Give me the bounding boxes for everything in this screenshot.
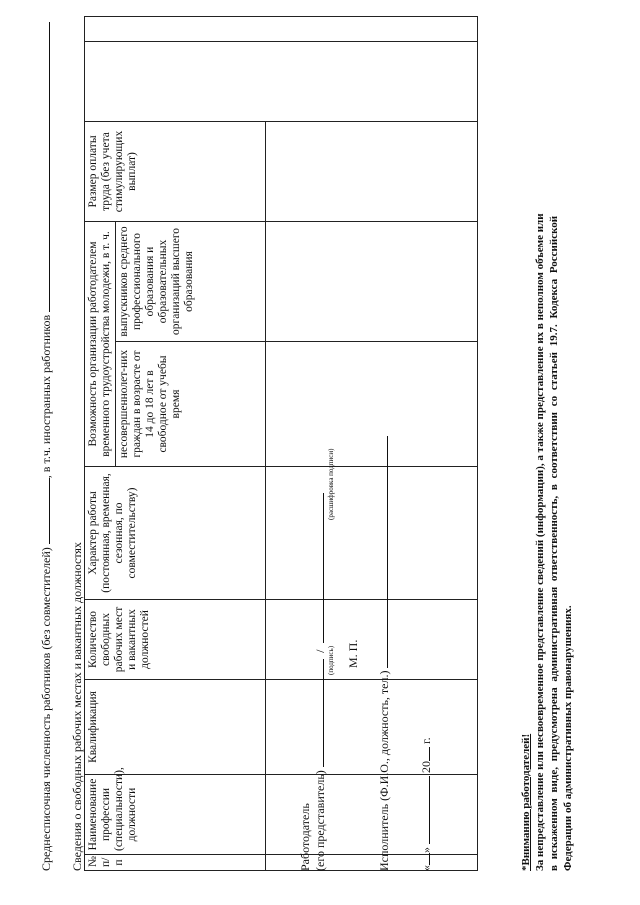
date-line bbox=[418, 737, 434, 871]
executor-label: Исполнитель (Ф.И.О., должность, тел.) bbox=[377, 670, 391, 871]
foreign-workers-label: , в т.ч. иностранных работников bbox=[39, 314, 53, 479]
col-header-youth-minors: несовершеннолет-них граждан в возрасте от 14 до 18 лет в свободное от учебы время bbox=[116, 342, 266, 467]
representative-label: (его представитель) bbox=[313, 770, 327, 871]
table-cell-extra-a[interactable] bbox=[85, 42, 478, 122]
year-suffix: г. bbox=[419, 737, 433, 744]
table-cell[interactable] bbox=[266, 467, 478, 600]
col-header-pay: Размер оплаты труда (без учета стимулирующих выплат) bbox=[85, 122, 266, 222]
col-header-youth: Возможность организации работодателем временного трудоустройства молодежи, в т. ч. bbox=[85, 222, 116, 467]
table-cell[interactable] bbox=[266, 122, 478, 222]
executor-field[interactable] bbox=[376, 436, 388, 668]
date-day-field[interactable] bbox=[418, 853, 430, 865]
employer-label: Работодатель bbox=[298, 803, 312, 871]
signature-caption: (подпись) bbox=[327, 645, 335, 675]
col-header-work-type: Характер работы (постоянная, временная, сезонная, по совместительству) bbox=[85, 467, 266, 600]
table-cell-extra-b[interactable] bbox=[85, 17, 478, 42]
executor-line bbox=[376, 436, 392, 871]
table-cell[interactable] bbox=[266, 600, 478, 680]
col-header-num: № п/п bbox=[85, 855, 266, 871]
signature-field[interactable] bbox=[312, 659, 324, 767]
date-year-field[interactable] bbox=[418, 747, 430, 761]
employer-signature-line bbox=[312, 493, 328, 871]
table-row bbox=[266, 17, 478, 871]
notice-line-3: Федерации об административных правонарушениях. bbox=[562, 605, 574, 871]
col-header-profession: Наименование профессии (специальности), должности bbox=[85, 775, 266, 855]
date-month-field[interactable] bbox=[418, 776, 430, 844]
section-title: Сведения о свободных рабочих местах и вакантных должностях bbox=[70, 542, 84, 871]
date-open-quote: « bbox=[419, 865, 433, 871]
notice-title: *Вниманию работодателей! bbox=[520, 733, 532, 871]
table-header-row bbox=[85, 17, 116, 871]
average-headcount-line bbox=[38, 22, 54, 871]
signature-decode-caption: (расшифровка подписи) bbox=[327, 448, 335, 520]
notice-line-1: За непредставление или несвоевременное представление сведений (информации), а также представление их в неполном объеме или bbox=[534, 213, 546, 871]
notice-line-2: в искаженном виде, предусмотрена административная ответственность, в соответствии со статьей 19.7. Кодекса Российской bbox=[548, 215, 560, 871]
col-header-qualification: Квалификация bbox=[85, 680, 266, 775]
table-cell[interactable] bbox=[266, 342, 478, 467]
date-close-quote: » bbox=[419, 847, 433, 853]
table-cell[interactable] bbox=[266, 680, 478, 775]
average-headcount-label: Среднесписочная численность работников (без совместителей) bbox=[39, 547, 53, 871]
slash-separator: / bbox=[313, 649, 327, 653]
average-headcount-field[interactable] bbox=[38, 478, 50, 544]
col-header-count: Количество свободных рабочих мест и вакантных должностей bbox=[85, 600, 266, 680]
signature-decode-field[interactable] bbox=[312, 493, 324, 643]
col-header-youth-graduates: выпускников среднего профессионального образования и образовательных организаций высшего образования bbox=[116, 222, 266, 342]
year-prefix: 20 bbox=[419, 761, 433, 773]
table-cell[interactable] bbox=[266, 222, 478, 342]
foreign-workers-field[interactable] bbox=[38, 22, 50, 312]
stamp-label: М. П. bbox=[346, 639, 360, 668]
